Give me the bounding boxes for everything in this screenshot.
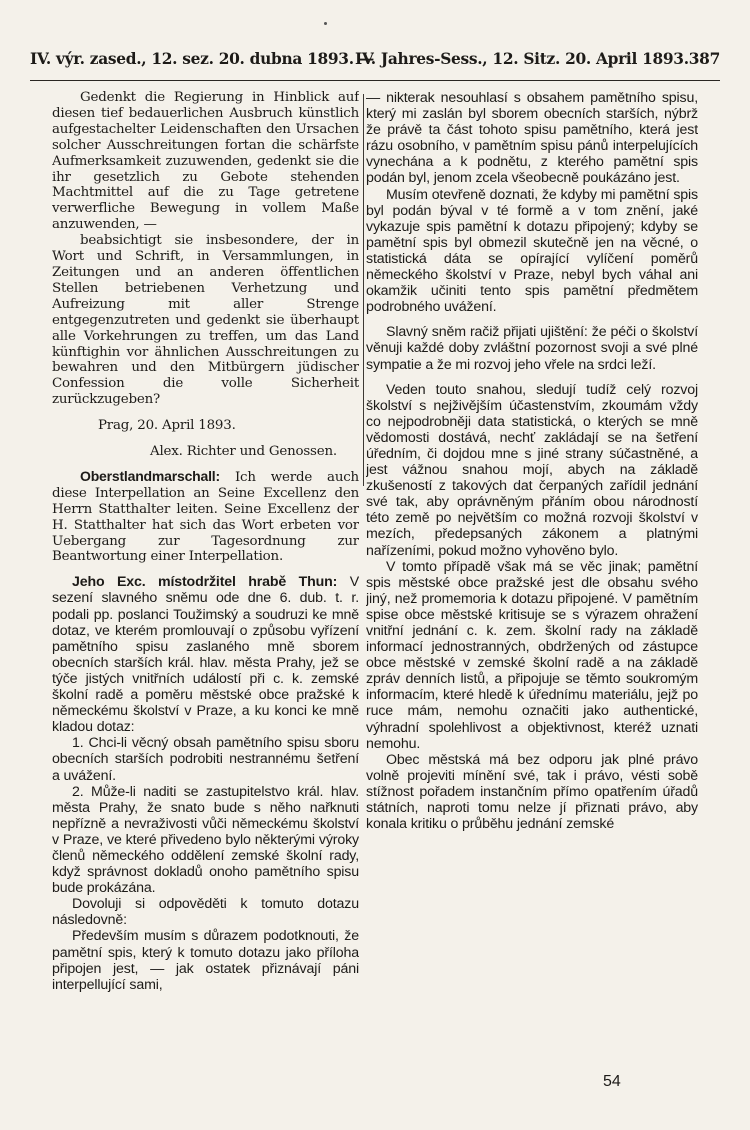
left-column xyxy=(52,90,359,1040)
column-divider xyxy=(363,94,364,486)
speaker-thun: Jeho Exc. místodržitel hrabě Thun: xyxy=(72,574,338,591)
governor-reply xyxy=(52,574,359,992)
reply-intro: Dovoluji si odpověděti k tomuto dotazu následovně: xyxy=(52,896,359,929)
governor-reply-continued xyxy=(366,90,698,832)
right-paragraph-3: Slavný sněm račiž přijati ujištění: že péči o školství věnuji každé doby zvláštní pozornost svoji a své plné sympatie a že mi rozvoj jeho vřele na srdci leží. xyxy=(366,324,698,373)
right-paragraph-4: Veden touto snahou, sledují tudíž celý rozvoj školství s nejživějším účastenstvím, zkoumám vždy co nejpodrobněji data statistická, o kterých se mně vědomosti dostává, nechť zakládají se na šetření úředním, či dojdou mne s jiné strany súčastněné, a jest vážnou snahou mojí, abych na základě zkušeností z takových dat čerpaných zařídil jednání své tak, aby oprávněným přáním obou národností této země po největším co možná rozvoji školství v mezích, předepsaných zákonem a platnými nařízeními, pokud možno vyhověno bylo. xyxy=(366,381,698,559)
page-number: 387 xyxy=(688,50,720,68)
signature: Alex. Richter und Genossen. xyxy=(150,444,337,460)
right-paragraph-2: Musím otevřeně doznati, že kdyby mi pamětní spis byl podán býval v té formě a v tom znění, jaké vykazuje spis pamětní k dotazu připojený; kdyby se pamětní spis byl obmezil skutečně jen na věcné, o statistická dáta se opírající vylíčení poměrů německého školství v Praze, nebyl bych váhal ani okamžik učiniti tento spis pamětní předmětem podrobného uvážení. xyxy=(366,186,698,316)
thun-paragraph xyxy=(52,574,359,735)
question-1: 1. Chci-li věcný obsah pamětního spisu sboru obecních starších podrobiti nestrannému šetření a uvážení. xyxy=(52,735,359,784)
german-interpellation xyxy=(52,90,359,565)
header-german-text: IV. Jahres-Sess., 12. Sitz. 20. April 1893. xyxy=(354,50,689,68)
right-paragraph-1: — nikterak nesouhlasí s obsahem pamětního spisu, který mi zaslán byl sborem obecních starších, nýbrž že právě ta část tohoto spisu pamětního, která jest rázu osobního, v pamětním spisu pánů interpelujících vynechána a k podnětu, z kterého pamětní spis podán byl, jenom zcela všeobecně poukázáno jest. xyxy=(366,90,698,187)
sheet-number: 54 xyxy=(603,1073,621,1090)
reply-start: Především musím s důrazem podotknouti, že pamětní spis, který k tomuto dotazu jako příloha připojen jest, — jak ostatek přiznávají páni interpellující sami, xyxy=(52,928,359,993)
question-2: 2. Může-li naditi se zastupitelstvo král. hlav. města Prahy, že snato bude s něho nařknuti nepřízně a nevraživosti vůči německému školství v Praze, ve které přivedeno bylo některými výroky členů německého oddělení zemské školní rady, když správnost dokladů onoho pamětního spisu bude prokázána. xyxy=(52,783,359,897)
german-paragraph-1: Gedenkt die Regierung in Hinblick auf diesen tief bedauerlichen Ausbruch künstlich aufgestachelter Leidenschaften den Ursachen solcher Ausschreitungen fortan die schärfste Aufmerksamkeit zuzuwenden, gedenkt sie die ihr gesetzlich zu Gebote stehenden Machtmittel auf die zu Tage getretene verwerfliche Bewegung in vollem Maße anzuwenden, — xyxy=(52,90,359,233)
page-header xyxy=(30,44,720,81)
right-paragraph-6: Obec městská má bez odporu jak plné právo volně projeviti mínění své, tak i právo, vésti sobě stížnost pořadem instančním přímo opatřením úřadů státních, naproti tomu nelze jí přiznati právo, aby konala kritiku o průběhu jednání zemské xyxy=(366,751,698,833)
speaker-oberstlandmarschall: Oberstlandmarschall: xyxy=(80,467,220,484)
print-speck xyxy=(324,22,327,25)
place-date: Prag, 20. April 1893. xyxy=(98,418,236,434)
header-czech: IV. výr. zased., 12. sez. 20. dubna 1893. — xyxy=(30,50,374,68)
speaker-remark-text: Ich werde auch diese Interpellation an Seine Excellenz den Herrn Statthalter leiten. Seine Excellenz der H. Statthalter hat sich das Wort erbeten vor Uebergang zur Tagesordnung zur Beantwortung einer Interpellation. xyxy=(52,469,359,565)
thun-text: V sezení slavného sněmu ode dne 6. dub. t. r. podali pp. poslanci Toužimský a soudruzi ke mně dotaz, ve kterém promlouvají o způsobu vyřízení pamětního spisu zaslaného mně sborem obecních starších král. hlav. města Prahy, jež se týče jistých vnitřních událostí při c. k. zemské školní radě a poměru městské obce pražské k německému školství v Praze, a ku konci ke mně kladou dotaz: xyxy=(52,574,359,736)
right-column xyxy=(366,90,698,1040)
right-paragraph-5: V tomto případě však má se věc jinak; pamětní spis městské obce pražské jest dle obsahu svého jiný, než promemoria k dotazu připojené. V pamětním spise obce městské kritisuje se s výrazem ohražení vnitřní jednání c. k. zem. školní rady na základě informací jednostranných, obdržených od zástupce obce městské v zemské školní radě a na základě zpráv denních listů, a připojuje se těmto soukromým informacím, které hledě k úřednímu materiálu, jejž po ruce mám, nemohu označiti jako authentické, výhradní spolehlivost a objektivnost, kteréž uznati nemohu. xyxy=(366,558,698,752)
oberstlandmarschall-remark xyxy=(52,469,359,565)
german-paragraph-2: beabsichtigt sie insbesondere, der in Wort und Schrift, in Versammlungen, in Zeitungen und an anderen öffentlichen Stellen betriebenen Verhetzung und Aufreizung mit aller Strenge entgegenzutreten und gedenkt sie überhaupt alle Vorkehrungen zu treffen, um das Land künftighin vor ähnlichen Ausschreitungen zu bewahren und den Mitbürgern jüdischer Confession die volle Sicherheit zurückzugeben? xyxy=(52,233,359,408)
header-german xyxy=(355,50,720,68)
